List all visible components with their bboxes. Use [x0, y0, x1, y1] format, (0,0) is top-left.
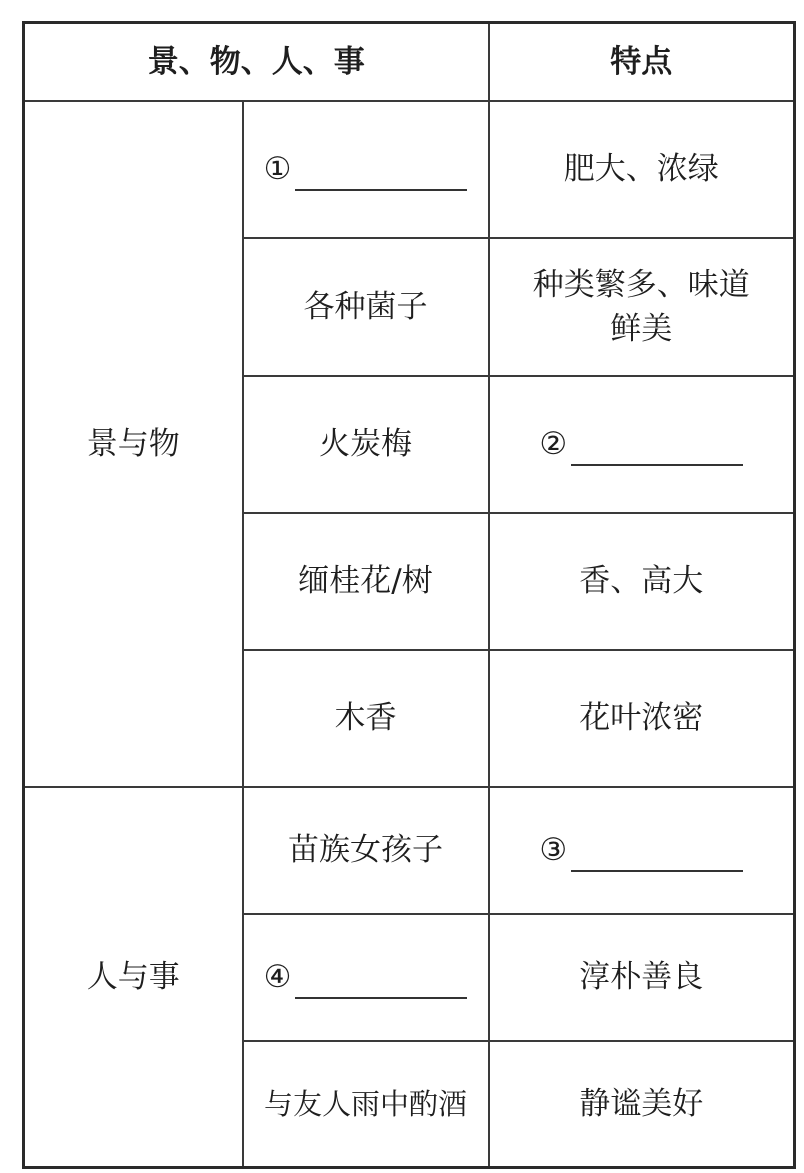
feature-cell: 肥大、浓绿	[489, 101, 795, 238]
feature-cell: 淳朴善良	[489, 914, 795, 1041]
feature-cell: 静谧美好	[489, 1041, 795, 1168]
characteristics-table	[22, 21, 796, 1169]
item-cell-blank-4[interactable]	[243, 914, 489, 1041]
feature-cell-blank-3[interactable]	[489, 787, 795, 914]
blank-number: ②	[539, 426, 568, 462]
group-people-and-events: 人与事	[24, 787, 243, 1168]
item-cell: 木香	[243, 650, 489, 787]
blank-number: ③	[539, 832, 568, 868]
header-row	[24, 23, 795, 101]
item-cell: 与友人雨中酌酒	[243, 1041, 489, 1168]
fill-blank-4[interactable]	[264, 955, 468, 999]
worksheet-table-container	[22, 21, 793, 1167]
fill-blank-3[interactable]	[539, 828, 743, 872]
blank-line[interactable]	[295, 967, 467, 999]
blank-number: ①	[263, 151, 292, 187]
item-cell: 各种菌子	[243, 238, 489, 376]
header-characteristics: 特点	[489, 23, 795, 101]
item-cell: 苗族女孩子	[243, 787, 489, 914]
group-scenery-and-things: 景与物	[24, 101, 243, 787]
item-cell: 火炭梅	[243, 376, 489, 513]
blank-number: ④	[263, 959, 292, 995]
fill-blank-1[interactable]	[264, 147, 468, 191]
header-scenery-things-people-events: 景、物、人、事	[24, 23, 489, 101]
item-cell: 缅桂花/树	[243, 513, 489, 650]
feature-cell: 香、高大	[489, 513, 795, 650]
item-cell-blank-1[interactable]	[243, 101, 489, 238]
feature-line-2: 鲜美	[610, 310, 673, 347]
feature-cell	[489, 238, 795, 376]
feature-cell-blank-2[interactable]	[489, 376, 795, 513]
blank-line[interactable]	[571, 840, 743, 872]
feature-cell: 花叶浓密	[489, 650, 795, 787]
blank-line[interactable]	[571, 434, 743, 466]
blank-line[interactable]	[295, 159, 467, 191]
fill-blank-2[interactable]	[539, 422, 743, 466]
table-row	[24, 787, 795, 914]
feature-line-1: 种类繁多、味道	[532, 266, 750, 303]
table-row	[24, 101, 795, 238]
